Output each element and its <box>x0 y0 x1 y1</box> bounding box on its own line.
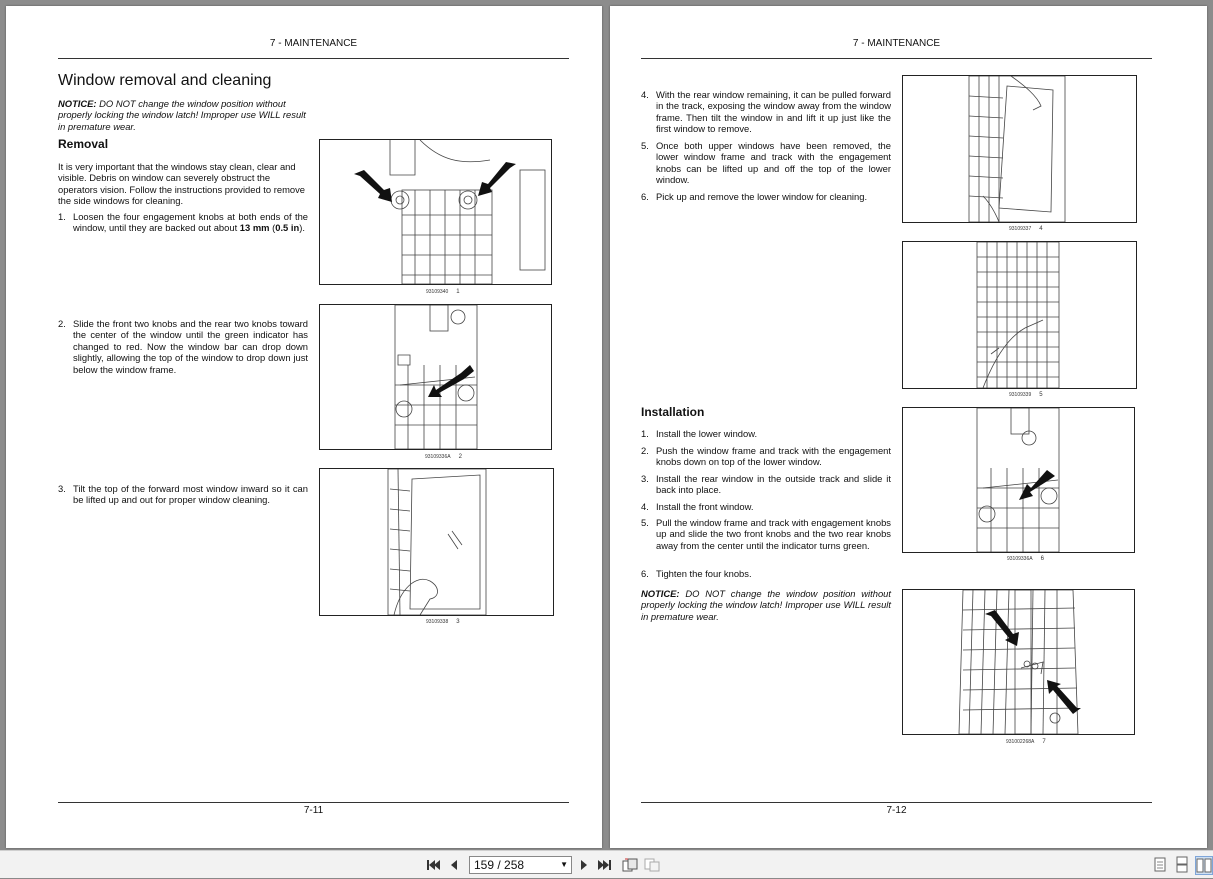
step-text: Tilt the top of the forward most window inward so it can be lifted up and out for proper window cleaning. <box>73 483 308 506</box>
step-number: 5. <box>641 140 649 151</box>
notice-body: DO NOT change the window position without properly locking the window latch! Improper use WILL result in premature wear. <box>641 588 891 622</box>
install-step-1: 1. Install the lower window. <box>641 428 758 439</box>
page-number-input[interactable] <box>469 856 572 874</box>
install-step-5: 5. Pull the window frame and track with engagement knobs up and slide the two front knobs and the two rear knobs away from the center until the indicator turns green. <box>641 517 891 551</box>
step-text: Loosen the four engagement knobs at both ends of the window, until they are backed out about 13 mm (0.5 in). <box>73 211 308 234</box>
single-page-view-icon[interactable] <box>1152 856 1168 873</box>
step-number: 3. <box>58 483 66 494</box>
page-7-11 <box>6 6 602 848</box>
step-number: 4. <box>641 89 649 100</box>
next-page-icon[interactable] <box>576 856 592 873</box>
header-rule <box>641 58 1152 59</box>
figure-4-rear-window <box>902 75 1137 223</box>
prev-page-icon[interactable] <box>446 856 462 873</box>
step-text: Once both upper windows have been removed, the lower window frame and track with the engagement knobs can be lifted up and off the top of the lower window. <box>656 140 891 186</box>
figure-5-caption: 93109339 5 <box>1009 392 1043 398</box>
figure-1-caption: 93109340 1 <box>426 289 460 295</box>
step-2 <box>58 318 308 375</box>
notice-text <box>58 98 308 132</box>
viewer-toolbar <box>0 850 1213 878</box>
step-3 <box>58 483 308 506</box>
figure-2-slide <box>319 304 552 450</box>
step-5 <box>641 140 891 186</box>
figure-3-tilt <box>319 468 554 616</box>
page-header: 7 - MAINTENANCE <box>269 38 358 49</box>
chevron-down-icon[interactable]: ▼ <box>560 860 568 869</box>
figure-1-knobs <box>319 139 552 285</box>
last-page-icon[interactable] <box>596 856 614 873</box>
figure-5-lower-window <box>902 241 1137 389</box>
step-1 <box>58 211 308 234</box>
header-rule <box>58 58 569 59</box>
notice-label: NOTICE: <box>58 98 97 109</box>
step-number: 1. <box>58 211 66 222</box>
install-step-2: 2. Push the window frame and track with the engagement knobs down on top of the lower window. <box>641 445 891 468</box>
install-step-3: 3. Install the rear window in the outside track and slide it back into place. <box>641 473 891 496</box>
figure-6-install <box>902 407 1135 553</box>
first-page-icon[interactable] <box>424 856 442 873</box>
install-step-4: 4. Install the front window. <box>641 501 754 512</box>
footer-rule <box>641 802 1152 803</box>
notice-body: DO NOT change the window position without properly locking the window latch! Improper use WILL result in premature wear. <box>58 98 306 132</box>
figure-7-caption: 931002268A 7 <box>1006 739 1046 745</box>
install-step-6: 6. Tighten the four knobs. <box>641 568 752 579</box>
figure-2-caption: 93109336A 2 <box>425 454 462 460</box>
removal-intro: It is very important that the windows stay clean, clear and visible. Debris on window can severely obstruct the operators vision. Follow the instructions provided to remove the side windows for cleaning. <box>58 161 305 207</box>
page-indicator: 159 / 258 <box>474 858 525 872</box>
continuous-view-icon[interactable] <box>1174 856 1190 873</box>
figure-3-caption: 93109338 3 <box>426 619 460 625</box>
figure-7-latch <box>902 589 1135 735</box>
figure-4-caption: 93109337 4 <box>1009 226 1043 232</box>
step-text: Pick up and remove the lower window for cleaning. <box>656 191 868 202</box>
two-page-view-icon[interactable] <box>1195 856 1213 875</box>
page-number: 7-11 <box>303 805 324 816</box>
step-number: 2. <box>58 318 66 329</box>
notice-label: NOTICE: <box>641 588 680 599</box>
notice-text <box>641 588 891 622</box>
footer-rule <box>58 802 569 803</box>
page-header: 7 - MAINTENANCE <box>852 38 941 49</box>
copy-icon[interactable] <box>643 856 661 873</box>
page-7-12 <box>610 6 1207 848</box>
step-text: Slide the front two knobs and the rear two knobs toward the center of the window until the green indicator has changed to red. Now the window bar can drop down slightly, allowing the top of the window to drop down just below the window frame. <box>73 318 308 375</box>
installation-heading: Installation <box>641 405 705 419</box>
removal-heading: Removal <box>58 137 109 151</box>
step-text: With the rear window remaining, it can be pulled forward in the track, exposing the window away from the window frame. Then tilt the window in and lift it up just like the first window to remove. <box>656 89 891 135</box>
page-number: 7-12 <box>886 805 907 816</box>
figure-6-caption: 93109336A 6 <box>1007 556 1044 562</box>
rotate-icon[interactable] <box>621 856 639 873</box>
step-number: 6. <box>641 191 649 202</box>
section-title: Window removal and cleaning <box>58 72 272 89</box>
step-4 <box>641 89 891 135</box>
step-6 <box>641 191 891 202</box>
